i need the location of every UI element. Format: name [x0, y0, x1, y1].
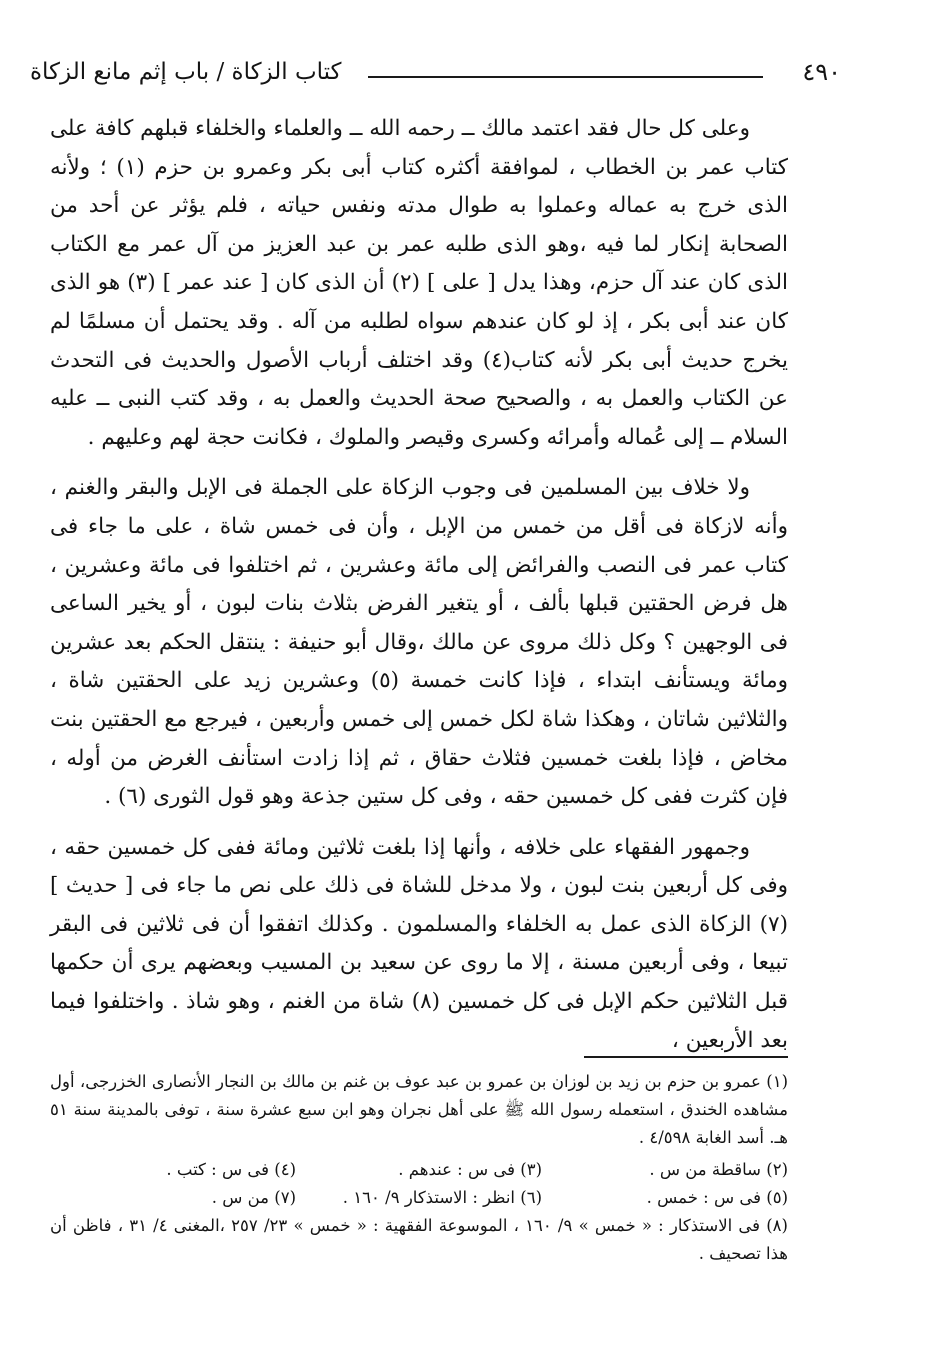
paragraph: ولا خلاف بين المسلمين فى وجوب الزكاة على الجملة فى الإبل والبقر والغنم ، وأنه لازكاة فى أقل من خمس من الإبل ، وأن فى خمس شاة ، على ما جاء فى كتاب عمر فى النصب والفرائض إلى مائة وعشرين ، ثم اختلفوا فى مائة وعشرين ، هل فرض الحقتين قبلها بألف ، أو يتغير الفرض بثلاث بنات لبون ، أو يخير الساعى فى الوجهين ؟ وكل ذلك مروى عن مالك ،وقال أبو حنيفة : ينتقل الحكم بعد عشرين ومائة ويستأنف ابتداء ، فإذا كانت خمسة (٥) وعشرين زيد على الحقتين شاة ، والثلاثين شاتان ، وهكذا شاة لكل خمس إلى خمس وأربعين ، فيرجع مع الحقتين بنت مخاض ، فإذا بلغت خمسين فثلاث حقاق ، ثم إذا زادت استأنف الغرض من أوله ، فإن كثرت ففى كل خمسين حقه ، وفى كل ستين جذعة وهو قول الثورى (٦) . [50, 475, 789, 810]
footnote-separator [584, 1056, 788, 1058]
header-rule [368, 76, 763, 78]
page-number: ٤٩٠ [802, 58, 841, 86]
footnote-2: (٢) ساقطة من س . [649, 1160, 788, 1179]
footnotes [50, 1068, 788, 1272]
footnote-row [50, 1156, 788, 1184]
footnote-8: (٨) فى الاستذكار : « خمس » ٩/ ١٦٠ ، الموسوعة الفقهية : « خمس » ٢٣/ ٢٥٧ ،المغنى ٤/ ٣١ ، فاظن أن هذا تصحيف . [50, 1216, 788, 1263]
running-header [30, 52, 841, 92]
footnote-7: (٧) من س . [211, 1188, 296, 1207]
footnote-row [50, 1184, 788, 1212]
footnote-3: (٣) فى س : عندهم . [398, 1160, 542, 1179]
footnote-6: (٦) انظر : الاستذكار ٩/ ١٦٠ . [342, 1188, 542, 1207]
footnote-4: (٤) فى س : كتب . [166, 1160, 296, 1179]
footnote-5: (٥) فى س : خمس . [646, 1188, 788, 1207]
paragraph: وجمهور الفقهاء على خلافه ، وأنها إذا بلغت ثلاثين ومائة ففى كل خمسين حقه ، وفى كل أربعين بنت لبون ، ولا مدخل للشاة فى ذلك على نص ما جاء فى [ حديث ] (٧) الزكاة الذى عمل به الخلفاء والمسلمون . وكذلك اتفقوا أن فى ثلاثين فى البقر تبيعا ، وفى أربعين مسنة ، إلا ما روى عن سعيد بن المسيب وبعضهم يرى أن حكمها قبل الثلاثين حكم الإبل فى كل خمسين (٨) شاة من الغنم ، وهو شاذ . واختلفوا فيما بعد الأربعين ، [50, 834, 788, 1053]
paragraph: وعلى كل حال فقد اعتمد مالك ــ رحمه الله ــ والعلماء والخلفاء قبلهم كافة على كتاب عمر بن الخطاب ، لموافقة أكثره كتاب أبى بكر وعمرو بن حزم (١) ؛ ولأنه الذى خرج به عماله وعملوا به طوال مدته ونفس حياته ، فلم يؤثر عن أحد من الصحابة إنكار لما فيه ،وهو الذى طلبه عمر بن عبد العزيز من آل عمر مع الكتاب الذى كان عند آل حزم، وهذا يدل [ على ] (٢) أن الذى كان [ عند عمر ] (٣) هو الذى كان عند أبى بكر ، إذ لو كان عندهم سواه لطلبه من آله . وقد يحتمل أن مسلمًا لم يخرج حديث أبى بكر لأنه كتاب(٤) وقد اختلف أرباب الأصول والحديث فى التحدث عن الكتاب والعمل به ، والصحيح صحة الحديث والعمل به ، وقد كتب النبى ــ عليه السلام ــ إلى عُماله وأمرائه وكسرى وقيصر والملوك ، فكانت حجة لهم وعليهم . [50, 116, 789, 450]
chapter-title: كتاب الزكاة / باب إثم مانع الزكاة [30, 59, 342, 85]
main-text [50, 110, 788, 1072]
footnote-1: (١) عمرو بن حزم بن زيد بن لوزان بن عمرو بن عبد عوف بن غنم بن مالك بن النجار الأنصارى الخزرجى، أول مشاهده الخندق ، استعمله رسول الله ﷺ على أهل نجران وهو ابن سبع عشرة سنة ، توفى بالمدينة سنة ٥١ هـ. أسد الغابة ٤/٥٩٨ . [50, 1072, 788, 1147]
